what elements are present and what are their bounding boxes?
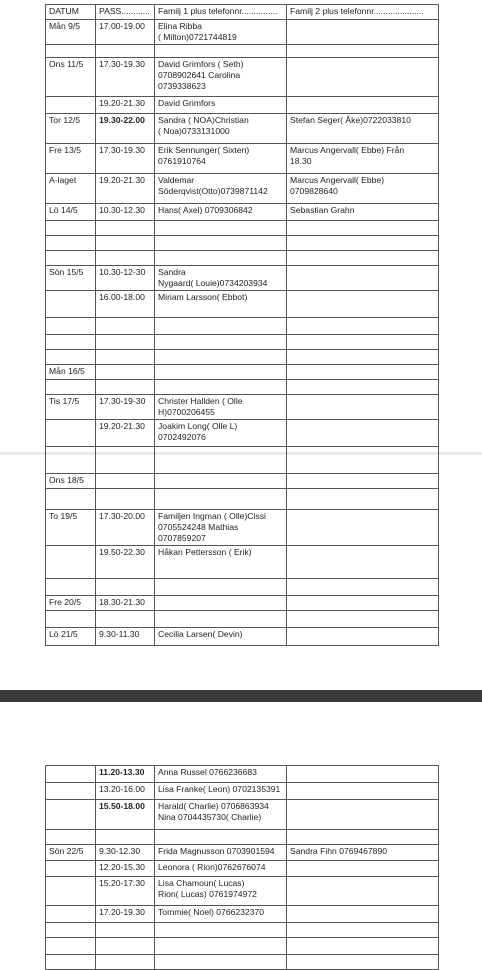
table-row <box>46 335 439 350</box>
date-cell: Fre 13/5 <box>46 144 96 174</box>
table-row <box>46 266 439 291</box>
family1-cell: Erik Sennunger( Sixten) 0761910764 <box>155 144 287 174</box>
date-cell: Tor 12/5 <box>46 114 96 144</box>
family2-cell <box>287 830 439 845</box>
date-cell: Lö 14/5 <box>46 204 96 221</box>
family2-cell: Sebastian Grahn <box>287 204 439 221</box>
family1-cell: Elina Ribba ( Milton)0721744819 <box>155 20 287 45</box>
pass-cell <box>96 380 155 395</box>
family2-cell <box>287 221 439 236</box>
pass-cell: 19.20-21.30 <box>96 97 155 114</box>
date-cell: Sön 15/5 <box>46 266 96 291</box>
date-cell: Mån 16/5 <box>46 365 96 380</box>
family2-cell <box>287 546 439 579</box>
table-row <box>46 380 439 395</box>
pass-cell <box>96 318 155 335</box>
date-cell <box>46 318 96 335</box>
family2-cell <box>287 420 439 447</box>
table-row <box>46 20 439 45</box>
date-cell <box>46 546 96 579</box>
date-cell <box>46 335 96 350</box>
date-cell <box>46 938 96 955</box>
family1-cell: David Grimfors <box>155 97 287 114</box>
family2-cell <box>287 380 439 395</box>
pass-cell: 10.30-12-30 <box>96 266 155 291</box>
date-cell <box>46 877 96 906</box>
header-family1-cell: Familj 1 plus telefonnr............... <box>155 5 287 20</box>
family2-cell <box>287 596 439 611</box>
table-row <box>46 114 439 144</box>
date-cell: Tis 17/5 <box>46 395 96 420</box>
table-row <box>46 861 439 877</box>
family1-cell: Tommie( Noel) 0766232370 <box>155 906 287 923</box>
pass-cell: 17.30-20.00 <box>96 510 155 546</box>
date-cell <box>46 251 96 266</box>
family2-cell <box>287 236 439 251</box>
pass-cell <box>96 955 155 970</box>
pass-cell: 15.50-18.00 <box>96 800 155 830</box>
family2-cell <box>287 923 439 938</box>
pass-cell <box>96 335 155 350</box>
table-header-row <box>46 5 439 20</box>
family2-cell <box>287 766 439 783</box>
table-row <box>46 628 439 646</box>
family1-cell <box>155 579 287 596</box>
family1-cell: Valdemar Söderqvist(Otto)0739871142 <box>155 174 287 204</box>
pass-cell: 18.30-21.30 <box>96 596 155 611</box>
family2-cell <box>287 489 439 510</box>
family2-cell <box>287 955 439 970</box>
pass-cell: 19.20-21.30 <box>96 420 155 447</box>
table-row <box>46 395 439 420</box>
table-row <box>46 923 439 938</box>
family1-cell <box>155 830 287 845</box>
table-row <box>46 221 439 236</box>
family1-cell: Harald( Charlie) 0706863934 Nina 0704435730( Charlie) <box>155 800 287 830</box>
pass-cell: 9.30-12.30 <box>96 845 155 861</box>
family2-cell <box>287 318 439 335</box>
family2-cell: Stefan Seger( Åke)0722033810 <box>287 114 439 144</box>
family2-cell <box>287 783 439 800</box>
pass-cell: 16.00-18.00 <box>96 291 155 318</box>
family2-cell <box>287 58 439 97</box>
date-cell <box>46 420 96 447</box>
schedule-table-bottom <box>45 765 439 970</box>
table-row <box>46 546 439 579</box>
date-cell <box>46 97 96 114</box>
table-row <box>46 938 439 955</box>
date-cell: To 19/5 <box>46 510 96 546</box>
date-cell: Mån 9/5 <box>46 20 96 45</box>
table-row <box>46 474 439 489</box>
family2-cell <box>287 877 439 906</box>
table-row <box>46 204 439 221</box>
family1-cell <box>155 350 287 365</box>
family2-cell <box>287 938 439 955</box>
table-row <box>46 58 439 97</box>
family1-cell: Cecilia Larsen( Devin) <box>155 628 287 646</box>
pass-cell: 17.20-19.30 <box>96 906 155 923</box>
family2-cell <box>287 579 439 596</box>
table-row <box>46 291 439 318</box>
table-row <box>46 420 439 447</box>
date-cell <box>46 489 96 510</box>
pass-cell: 10.30-12.30 <box>96 204 155 221</box>
family1-cell <box>155 365 287 380</box>
pass-cell: 19.20-21.30 <box>96 174 155 204</box>
family2-cell: Marcus Angervall( Ebbe) Från 18.30 <box>287 144 439 174</box>
pass-cell <box>96 938 155 955</box>
date-cell: Lö 21/5 <box>46 628 96 646</box>
table-row <box>46 97 439 114</box>
date-cell <box>46 783 96 800</box>
table-row <box>46 955 439 970</box>
pass-cell: 15.20-17.30 <box>96 877 155 906</box>
family1-cell: Familjen Ingman ( Olle)Cissi 0705524248 Mathias 0707859207 <box>155 510 287 546</box>
table-row <box>46 845 439 861</box>
table-row <box>46 611 439 628</box>
family1-cell: Sandra ( NOA)Christian ( Noa)0733131000 <box>155 114 287 144</box>
family1-cell <box>155 955 287 970</box>
date-cell <box>46 221 96 236</box>
family1-cell: Lisa Chamoun( Lucas) Rion( Lucas) 0761974972 <box>155 877 287 906</box>
table-row <box>46 45 439 58</box>
pass-cell <box>96 830 155 845</box>
header-date-cell: DATUM <box>46 5 96 20</box>
family1-cell: Håkan Pettersson ( Erik) <box>155 546 287 579</box>
family1-cell: Miriam Larsson( Ebbot) <box>155 291 287 318</box>
date-cell: Ons 18/5 <box>46 474 96 489</box>
pass-cell <box>96 365 155 380</box>
family2-cell <box>287 251 439 266</box>
date-cell <box>46 923 96 938</box>
date-cell <box>46 766 96 783</box>
date-cell <box>46 906 96 923</box>
family2-cell <box>287 335 439 350</box>
schedule-table-top <box>45 4 439 646</box>
pass-cell: 11.20-13.30 <box>96 766 155 783</box>
pass-cell <box>96 350 155 365</box>
family2-cell <box>287 474 439 489</box>
family1-cell: Lisa Franke( Leon) 0702135391 <box>155 783 287 800</box>
pass-cell <box>96 447 155 474</box>
family1-cell <box>155 221 287 236</box>
table-row <box>46 877 439 906</box>
family1-cell: Leonora ( Rion)0762676074 <box>155 861 287 877</box>
family2-cell <box>287 97 439 114</box>
pass-cell: 17.30-19.30 <box>96 58 155 97</box>
date-cell: Fre 20/5 <box>46 596 96 611</box>
date-cell <box>46 45 96 58</box>
family2-cell <box>287 350 439 365</box>
family1-cell <box>155 489 287 510</box>
header-pass-cell: PASS............ <box>96 5 155 20</box>
table-row <box>46 510 439 546</box>
pass-cell: 19.30-22.00 <box>96 114 155 144</box>
table-row <box>46 579 439 596</box>
family1-cell <box>155 923 287 938</box>
page-separator <box>0 690 482 702</box>
family2-cell <box>287 45 439 58</box>
family2-cell <box>287 861 439 877</box>
table-row <box>46 783 439 800</box>
family1-cell: Anna Russel 0766236683 <box>155 766 287 783</box>
date-cell: Sön 22/5 <box>46 845 96 861</box>
pass-cell: 17.30-19.30 <box>96 144 155 174</box>
date-cell <box>46 611 96 628</box>
date-cell <box>46 800 96 830</box>
date-cell <box>46 861 96 877</box>
header-family2-cell: Familj 2 plus telefonnr..................... <box>287 5 439 20</box>
family2-cell <box>287 611 439 628</box>
pass-cell: 9.30-11.30 <box>96 628 155 646</box>
family2-cell: Marcus Angervall( Ebbe) 0709828640 <box>287 174 439 204</box>
pass-cell <box>96 474 155 489</box>
table-row <box>46 830 439 845</box>
family1-cell: Christer Hallden ( Olle H)0700206455 <box>155 395 287 420</box>
family1-cell <box>155 335 287 350</box>
family1-cell <box>155 45 287 58</box>
family1-cell <box>155 938 287 955</box>
pass-cell <box>96 489 155 510</box>
pass-cell: 17.00-19.00 <box>96 20 155 45</box>
table-row <box>46 800 439 830</box>
family1-cell <box>155 251 287 266</box>
family1-cell: Joakim Long( Olle L) 0702492076 <box>155 420 287 447</box>
date-cell <box>46 291 96 318</box>
family1-cell <box>155 380 287 395</box>
table-row <box>46 447 439 474</box>
pass-cell: 19.50-22.30 <box>96 546 155 579</box>
family2-cell <box>287 20 439 45</box>
table-row <box>46 365 439 380</box>
family2-cell <box>287 365 439 380</box>
family2-cell <box>287 291 439 318</box>
pass-cell <box>96 45 155 58</box>
table-row <box>46 489 439 510</box>
family2-cell <box>287 266 439 291</box>
family1-cell: Hans( Axel) 0709306842 <box>155 204 287 221</box>
family2-cell <box>287 628 439 646</box>
date-cell <box>46 579 96 596</box>
pass-cell: 17.30-19-30 <box>96 395 155 420</box>
date-cell: A-laget <box>46 174 96 204</box>
family1-cell <box>155 318 287 335</box>
family2-cell: Sandra Fihn 0769467890 <box>287 845 439 861</box>
pass-cell <box>96 579 155 596</box>
family2-cell <box>287 906 439 923</box>
date-cell <box>46 955 96 970</box>
table-row <box>46 596 439 611</box>
date-cell: Ons 11/5 <box>46 58 96 97</box>
table-row <box>46 766 439 783</box>
family1-cell: Sandra Nygaard( Louie)0734203934 <box>155 266 287 291</box>
table-row <box>46 174 439 204</box>
pass-cell <box>96 236 155 251</box>
family1-cell <box>155 596 287 611</box>
date-cell <box>46 830 96 845</box>
date-cell <box>46 350 96 365</box>
pass-cell: 12.20-15.30 <box>96 861 155 877</box>
family1-cell: David Grimfors ( Seth) 0708902641 Carolina 0739338623 <box>155 58 287 97</box>
family1-cell: Frida Magnusson 0703901594 <box>155 845 287 861</box>
pass-cell <box>96 611 155 628</box>
table-row <box>46 318 439 335</box>
table-row <box>46 350 439 365</box>
table-row <box>46 144 439 174</box>
pass-cell: 13.20-16.00 <box>96 783 155 800</box>
family2-cell <box>287 510 439 546</box>
date-cell <box>46 447 96 474</box>
table-row <box>46 236 439 251</box>
family1-cell <box>155 474 287 489</box>
family1-cell <box>155 236 287 251</box>
date-cell <box>46 380 96 395</box>
family2-cell <box>287 447 439 474</box>
pass-cell <box>96 251 155 266</box>
pass-cell <box>96 221 155 236</box>
family1-cell <box>155 611 287 628</box>
date-cell <box>46 236 96 251</box>
family2-cell <box>287 395 439 420</box>
pass-cell <box>96 923 155 938</box>
family2-cell <box>287 800 439 830</box>
table-row <box>46 906 439 923</box>
family1-cell <box>155 447 287 474</box>
table-row <box>46 251 439 266</box>
